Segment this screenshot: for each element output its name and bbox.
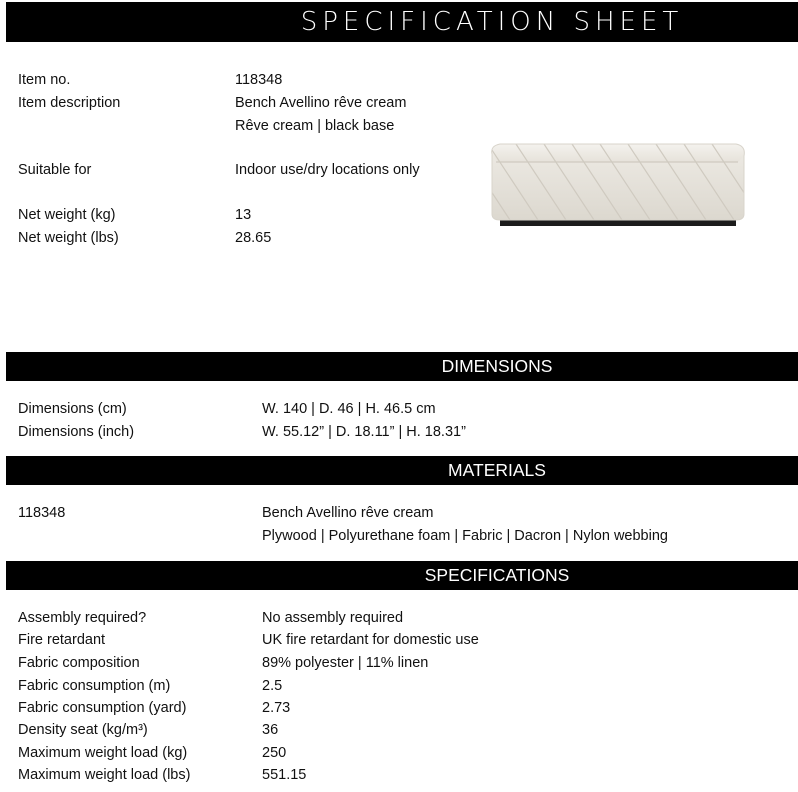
bench-illustration — [486, 140, 750, 232]
spec-density-label: Density seat (kg/m³) — [18, 722, 148, 738]
dimensions-inch-value: W. 55.12” | D. 18.11” | H. 18.31” — [262, 424, 466, 440]
spec-fabric-yard-value: 2.73 — [262, 700, 291, 716]
materials-item-label: 118348 — [18, 505, 66, 521]
spec-fabric-composition-value: 89% polyester | 11% linen — [262, 655, 429, 671]
suitable-for-label: Suitable for — [18, 162, 92, 178]
net-weight-lbs-label: Net weight (lbs) — [18, 230, 119, 246]
dimensions-header: DIMENSIONS — [6, 352, 798, 381]
suitable-for-value: Indoor use/dry locations only — [235, 162, 420, 178]
spec-assembly-value: No assembly required — [262, 610, 404, 626]
spec-fire-label: Fire retardant — [18, 632, 106, 648]
spec-fabric-composition-label: Fabric composition — [18, 655, 140, 671]
item-no-value: 118348 — [235, 72, 283, 88]
materials-list-value: Plywood | Polyurethane foam | Fabric | Dacron | Nylon webbing — [262, 528, 668, 544]
spec-fabric-m-label: Fabric consumption (m) — [18, 678, 171, 694]
spec-density-value: 36 — [262, 722, 279, 738]
spec-max-load-kg-label: Maximum weight load (kg) — [18, 745, 188, 761]
spec-max-load-lbs-label: Maximum weight load (lbs) — [18, 767, 191, 783]
spec-fire-value: UK fire retardant for domestic use — [262, 632, 479, 648]
item-description-value-2: Rêve cream | black base — [235, 118, 395, 134]
item-description-value: Bench Avellino rêve cream — [235, 95, 407, 111]
net-weight-kg-label: Net weight (kg) — [18, 207, 116, 223]
spec-fabric-yard-label: Fabric consumption (yard) — [18, 700, 187, 716]
spec-max-load-lbs-value: 551.15 — [262, 767, 307, 783]
page-title: SPECIFICATION SHEET — [6, 2, 798, 42]
spec-fabric-m-value: 2.5 — [262, 678, 283, 694]
spec-assembly-label: Assembly required? — [18, 610, 147, 626]
spec-max-load-kg-value: 250 — [262, 745, 287, 761]
item-description-label: Item description — [18, 95, 121, 111]
net-weight-lbs-value: 28.65 — [235, 230, 272, 246]
materials-item-value: Bench Avellino rêve cream — [262, 505, 434, 521]
dimensions-cm-value: W. 140 | D. 46 | H. 46.5 cm — [262, 401, 436, 417]
item-no-label: Item no. — [18, 72, 71, 88]
materials-header: MATERIALS — [6, 456, 798, 485]
bench-image — [486, 140, 750, 232]
specifications-header: SPECIFICATIONS — [6, 561, 798, 590]
dimensions-cm-label: Dimensions (cm) — [18, 401, 127, 417]
dimensions-inch-label: Dimensions (inch) — [18, 424, 135, 440]
net-weight-kg-value: 13 — [235, 207, 252, 223]
